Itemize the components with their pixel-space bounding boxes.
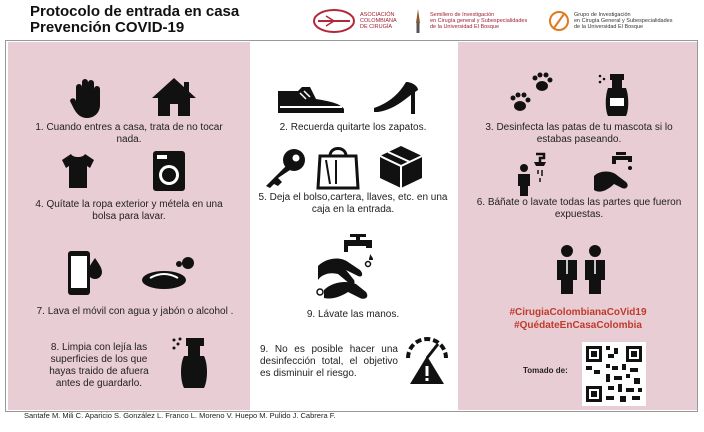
- acc-logo-icon: [312, 8, 356, 34]
- tomado-de-label: Tomado de:: [523, 366, 568, 375]
- title-line-2: Prevención COVID-19: [30, 19, 185, 36]
- step-2-text: 2. Recuerda quitarte los zapatos.: [279, 122, 427, 133]
- acc-line-2: COLOMBIANA: [360, 17, 397, 24]
- scalpel-logo-icon: [410, 7, 426, 35]
- acc-line-3: DE CIRUGÍA: [360, 24, 393, 31]
- step-8-text: 8. Limpia con lejía las superficies de los que hayas traido de afuera antes de guardarlo.: [49, 342, 149, 389]
- title-line-1: Protocolo de entrada en casa: [30, 3, 240, 20]
- acc-line-1: ASOCIACIÓN: [360, 11, 395, 18]
- step-4-text: 4. Quítate la ropa exterior y métela en una bolsa para lavar.: [35, 199, 223, 222]
- semillero-line-2: en Cirugía general y Subespecialidades: [430, 17, 528, 24]
- risk-gauge-icon: [404, 334, 450, 386]
- qr-code-icon[interactable]: [582, 342, 646, 406]
- step-5-text: 5. Deja el bolso,cartera, llaves, etc. en una caja en la entrada.: [258, 192, 448, 215]
- spray-bottle-icon: [170, 336, 212, 390]
- bosque-line-1: Grupo de Investigación: [574, 11, 631, 18]
- step-6-text: 6. Báñate o lavate todas las partes que fueron expuestas.: [476, 197, 682, 220]
- step-3-text: 3. Desinfecta las patas de tu mascota si lo estabas paseando.: [485, 122, 673, 145]
- acc-logo-block: [312, 6, 397, 36]
- paw-prints-icon: [508, 72, 554, 116]
- shopping-bag-icon: [316, 142, 360, 190]
- step-9-text: 9. Lávate las manos.: [306, 309, 400, 320]
- bosque-logo-icon: [548, 8, 570, 34]
- right-panel: [458, 42, 698, 410]
- bosque-logo-block: [548, 6, 672, 36]
- acc-logo-text: [360, 12, 397, 31]
- hashtags: [480, 306, 676, 332]
- soap-bar-icon: [140, 256, 200, 290]
- hashtag-2: #QuédateEnCasaColombia: [514, 320, 642, 331]
- credits: Santafe M. Mili C. Aparicio S. González L. Franco L. Moreno V. Huepo M. Pulido J. Cabrera F.: [24, 411, 336, 420]
- bosque-line-2: en Cirugía General y Subespecialidades: [574, 17, 673, 24]
- sneaker-icon: [276, 85, 346, 115]
- disinfectant-spray-icon: [596, 72, 630, 118]
- semillero-logo-block: [410, 6, 527, 36]
- semillero-logo-text: [430, 12, 527, 31]
- bosque-logo-text: [574, 12, 672, 31]
- hand-wash-faucet-icon: [590, 150, 636, 198]
- tshirt-icon: [60, 152, 96, 190]
- shower-icon: [514, 152, 552, 196]
- key-icon: [262, 148, 308, 188]
- washing-hands-icon: [314, 250, 374, 304]
- step-1-text: 1. Cuando entres a casa, trata de no tocar nada.: [35, 122, 223, 145]
- step-7-text: 7. Lava el móvil con agua y jabón o alcohol .: [36, 306, 234, 317]
- semillero-line-3: de la Universidad El Bosque: [430, 24, 500, 31]
- page-title: [30, 4, 239, 36]
- box-icon: [378, 144, 424, 190]
- doctors-icon: [554, 244, 608, 294]
- bosque-line-3: de la Universidad El Bosque: [574, 24, 644, 31]
- high-heel-icon: [372, 80, 420, 116]
- hashtag-1: #CirugiaColombianaCoVid19: [509, 307, 647, 318]
- step-9b-text: 9. No es posible hacer una desinfección total, el objetivo es disminuir el riesgo.: [260, 344, 398, 379]
- phone-drop-icon: [67, 250, 103, 296]
- washing-machine-icon: [152, 150, 186, 192]
- stop-hand-icon: [70, 77, 104, 119]
- house-icon: [150, 76, 198, 118]
- semillero-line-1: Semillero de Investigación: [430, 11, 495, 18]
